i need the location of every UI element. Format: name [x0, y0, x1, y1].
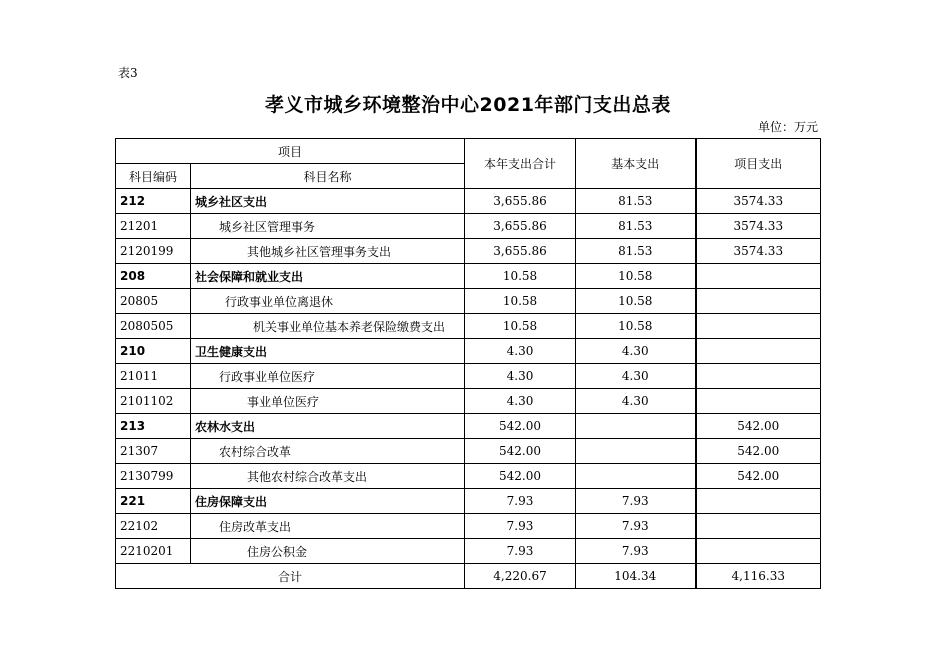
cell-basic [576, 439, 696, 464]
cell-item: 3574.33 [696, 214, 821, 239]
cell-basic: 10.58 [576, 289, 696, 314]
table-row [116, 439, 821, 464]
cell-name: 其他城乡社区管理事务支出 [191, 239, 465, 264]
cell-name: 其他农村综合改革支出 [191, 464, 465, 489]
cell-name: 行政事业单位离退休 [191, 289, 465, 314]
table-row [116, 539, 821, 564]
cell-item: 3574.33 [696, 239, 821, 264]
table-number: 表3 [118, 66, 138, 80]
unit-label: 单位：万元 [757, 120, 818, 134]
cell-name: 农林水支出 [191, 414, 465, 439]
cell-code: 2101102 [116, 389, 191, 414]
table-row [116, 514, 821, 539]
cell-code: 21201 [116, 214, 191, 239]
cell-item [696, 264, 821, 289]
cell-basic: 7.93 [576, 514, 696, 539]
cell-basic: 7.93 [576, 489, 696, 514]
cell-name: 住房改革支出 [191, 514, 465, 539]
cell-name: 机关事业单位基本养老保险缴费支出 [191, 314, 465, 339]
table-row [116, 464, 821, 489]
header-name: 科目名称 [191, 164, 465, 189]
cell-name: 事业单位医疗 [191, 389, 465, 414]
cell-item: 542.00 [696, 439, 821, 464]
table-row [116, 414, 821, 439]
header-code: 科目编码 [116, 164, 191, 189]
cell-name: 住房保障支出 [191, 489, 465, 514]
cell-code: 208 [116, 264, 191, 289]
cell-basic: 10.58 [576, 264, 696, 289]
cell-basic: 81.53 [576, 189, 696, 214]
cell-code: 2210201 [116, 539, 191, 564]
cell-item [696, 289, 821, 314]
table-row [116, 364, 821, 389]
cell-total: 4.30 [465, 339, 576, 364]
cell-basic: 4.30 [576, 364, 696, 389]
cell-total: 7.93 [465, 489, 576, 514]
cell-name: 农村综合改革 [191, 439, 465, 464]
table-row [116, 264, 821, 289]
cell-basic: 81.53 [576, 214, 696, 239]
cell-code: 221 [116, 489, 191, 514]
total-sum: 4,220.67 [465, 564, 576, 589]
cell-name: 住房公积金 [191, 539, 465, 564]
cell-name: 城乡社区管理事务 [191, 214, 465, 239]
cell-item [696, 389, 821, 414]
cell-total: 542.00 [465, 414, 576, 439]
cell-code: 21011 [116, 364, 191, 389]
cell-code: 2130799 [116, 464, 191, 489]
header-item: 项目支出 [696, 139, 821, 189]
cell-total: 10.58 [465, 264, 576, 289]
table-row [116, 214, 821, 239]
cell-name: 行政事业单位医疗 [191, 364, 465, 389]
table-row [116, 389, 821, 414]
header-project: 项目 [116, 139, 465, 164]
cell-total: 7.93 [465, 514, 576, 539]
cell-code: 210 [116, 339, 191, 364]
cell-item [696, 539, 821, 564]
cell-code: 212 [116, 189, 191, 214]
table-row [116, 189, 821, 214]
expenditure-table [115, 138, 821, 589]
cell-code: 22102 [116, 514, 191, 539]
table-row [116, 314, 821, 339]
cell-basic: 81.53 [576, 239, 696, 264]
total-row [116, 564, 821, 589]
cell-basic [576, 464, 696, 489]
cell-basic: 4.30 [576, 339, 696, 364]
cell-item: 3574.33 [696, 189, 821, 214]
cell-basic: 10.58 [576, 314, 696, 339]
cell-code: 213 [116, 414, 191, 439]
cell-code: 2080505 [116, 314, 191, 339]
cell-name: 卫生健康支出 [191, 339, 465, 364]
cell-code: 21307 [116, 439, 191, 464]
total-label: 合计 [116, 564, 465, 589]
total-item: 4,116.33 [696, 564, 821, 589]
header-total: 本年支出合计 [465, 139, 576, 189]
cell-total: 3,655.86 [465, 214, 576, 239]
cell-item [696, 489, 821, 514]
cell-total: 10.58 [465, 314, 576, 339]
cell-name: 城乡社区支出 [191, 189, 465, 214]
cell-code: 20805 [116, 289, 191, 314]
cell-total: 3,655.86 [465, 189, 576, 214]
cell-item [696, 339, 821, 364]
table-row [116, 289, 821, 314]
cell-item [696, 364, 821, 389]
cell-total: 4.30 [465, 364, 576, 389]
page-title: 孝义市城乡环境整治中心2021年部门支出总表 [265, 94, 671, 116]
cell-total: 4.30 [465, 389, 576, 414]
cell-total: 10.58 [465, 289, 576, 314]
total-basic: 104.34 [576, 564, 696, 589]
cell-basic: 4.30 [576, 389, 696, 414]
cell-item [696, 314, 821, 339]
table-row [116, 239, 821, 264]
cell-item: 542.00 [696, 464, 821, 489]
cell-total: 3,655.86 [465, 239, 576, 264]
cell-item [696, 514, 821, 539]
cell-total: 7.93 [465, 539, 576, 564]
cell-name: 社会保障和就业支出 [191, 264, 465, 289]
cell-total: 542.00 [465, 464, 576, 489]
cell-code: 2120199 [116, 239, 191, 264]
table-row [116, 339, 821, 364]
cell-total: 542.00 [465, 439, 576, 464]
table-row [116, 489, 821, 514]
cell-basic: 7.93 [576, 539, 696, 564]
cell-item: 542.00 [696, 414, 821, 439]
header-basic: 基本支出 [576, 139, 696, 189]
cell-basic [576, 414, 696, 439]
